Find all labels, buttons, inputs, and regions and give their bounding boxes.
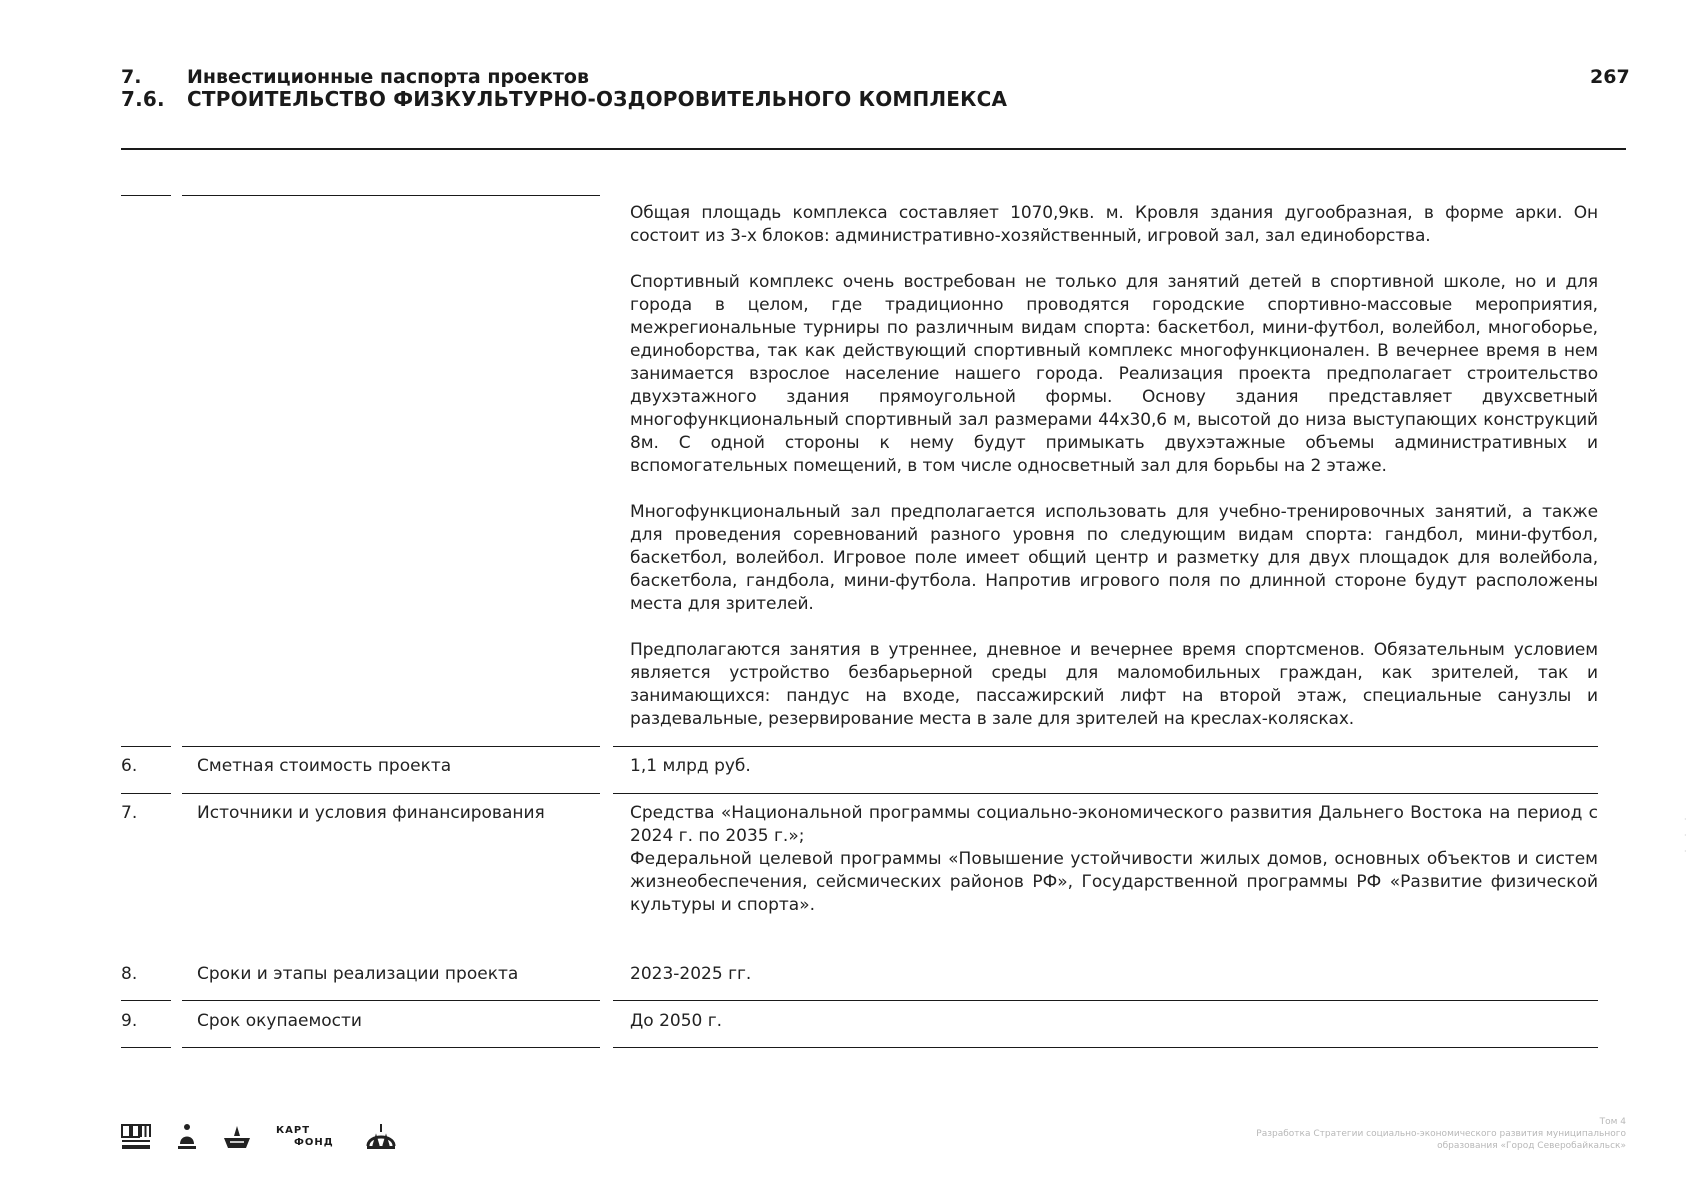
row-value: До 2050 г. [630, 1011, 723, 1031]
divider [121, 746, 171, 747]
dom-logo-icon [120, 1122, 152, 1152]
subsection-heading [121, 88, 1697, 110]
description-paragraph: Предполагаются занятия в утреннее, дневное и вечернее время спортсменов. Обязательным условием является устройство безбарьерной среды для маломобильных граждан, как зрителей, так и занимающихся: пандус на входе, пассажирский лифт на второй этаж, специальные санузлы и раздевальные, резервирование места в зале для зрителей на креслах-колясках. [630, 640, 1598, 729]
row-value [630, 802, 1598, 917]
page-header [121, 66, 1697, 110]
footer-logos [120, 1122, 422, 1152]
row-label: Сметная стоимость проекта [197, 756, 452, 776]
kartfond-logo-text: ФОНД [294, 1137, 334, 1148]
row-number: 8. [121, 964, 138, 984]
section-number: 7. [121, 66, 142, 88]
row-number: 9. [121, 1011, 138, 1031]
boat-emblem-icon [222, 1122, 252, 1152]
divider [121, 1047, 171, 1048]
row-label: Срок окупаемости [197, 1011, 362, 1031]
project-description [630, 202, 1598, 754]
divider [121, 793, 171, 794]
divider [613, 793, 1598, 794]
divider [182, 195, 600, 196]
margin-marks: · · · [1684, 815, 1687, 856]
section-heading [121, 66, 1697, 88]
divider [613, 1000, 1598, 1001]
divider [613, 1047, 1598, 1048]
description-paragraph: Многофункциональный зал предполагается использовать для учебно-тренировочных занятий, а также для проведения соревнований разного уровня по следующим видам спорта: гандбол, мини-футбол, баскетбол, волейбол. Игровое поле имеет общий центр и разметку для двух площадок для волейбола, баскетбола, гандбола, мини-футбола. Напротив игрового поля по длинной стороне будут расположены места для зрителей. [630, 502, 1598, 614]
row-value: 2023-2025 гг. [630, 964, 752, 984]
row-value: 1,1 млрд руб. [630, 756, 751, 776]
kartfond-logo [276, 1125, 340, 1149]
section-title: Инвестиционные паспорта проектов [187, 66, 590, 88]
subsection-title: СТРОИТЕЛЬСТВО ФИЗКУЛЬТУРНО-ОЗДОРОВИТЕЛЬНОГО КОМПЛЕКСА [187, 87, 1008, 111]
footer-volume: Том 4 [1599, 1117, 1626, 1127]
divider [121, 195, 171, 196]
page-number: 267 [1590, 66, 1630, 88]
footer-title: Разработка Стратегии социально-экономического развития муниципального [1256, 1129, 1626, 1139]
divider [182, 1000, 600, 1001]
figure-emblem-icon [176, 1122, 198, 1152]
row-label: Сроки и этапы реализации проекта [197, 964, 519, 984]
description-paragraph: Общая площадь комплекса составляет 1070,9кв. м. Кровля здания дугообразная, в форме арки. Он состоит из 3-х блоков: административно-хозяйственный, игровой зал, зал единоборства. [630, 203, 1598, 246]
divider [182, 793, 600, 794]
financing-source: Средства «Национальной программы социально-экономического развития Дальнего Востока на период с 2024 г. по 2035 г.»; [630, 803, 1598, 846]
divider [182, 1047, 600, 1048]
financing-source: Федеральной целевой программы «Повышение устойчивости жилых домов, основных объектов и систем жизнеобеспечения, сейсмических районов РФ», Государственной программы РФ «Развитие физической культуры и спорта». [630, 849, 1598, 915]
header-divider [121, 148, 1626, 150]
row-number: 7. [121, 803, 138, 823]
kartfond-logo-text: КАРТ [276, 1125, 311, 1136]
row-label: Источники и условия финансирования [197, 803, 545, 823]
description-paragraph: Спортивный комплекс очень востребован не только для занятий детей в спортивной школе, но и для города в целом, где традиционно проводятся городские спортивно-массовые мероприятия, межрегиональные турниры по различным видам спорта: баскетбол, мини-футбол, волейбол, многоборье, единоборства, так как действующий спортивный комплекс многофункционален. В вечернее время в нем занимается взрослое население нашего города. Реализация проекта предполагает строительство двухэтажного здания прямоугольной формы. Основу здания представляет двухсветный многофункциональный спортивный зал размерами 44х30,6 м, высотой до низа выступающих конструкций 8м. С одной стороны к нему будут примыкать двухэтажные объемы административных и вспомогательных помещений, в том числе односветный зал для борьбы на 2 этаже. [630, 272, 1598, 476]
footer-subtitle: образования «Город Северобайкальск» [1437, 1141, 1626, 1151]
footer-credits [1200, 1116, 1626, 1152]
divider [613, 746, 1598, 747]
subsection-number: 7.6. [121, 87, 165, 111]
row-number: 6. [121, 756, 138, 776]
divider [121, 1000, 171, 1001]
city-emblem-icon [364, 1122, 398, 1152]
divider [182, 746, 600, 747]
